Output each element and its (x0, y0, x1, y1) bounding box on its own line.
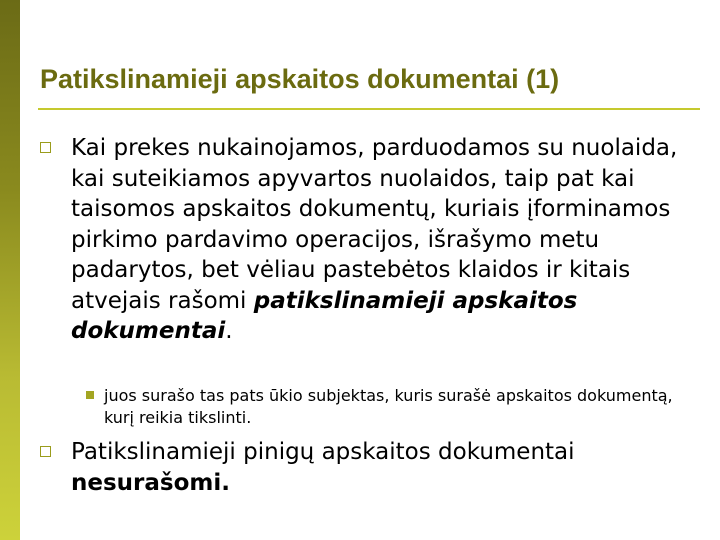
bullet-text-1 (71, 133, 700, 347)
bullet-text-2-emphasis: nesurašomi. (71, 469, 230, 496)
bullet-text-2 (71, 437, 700, 498)
square-bullet-icon (40, 446, 51, 457)
bullet-item-2 (40, 437, 700, 498)
slide-title: Patikslinamieji apskaitos dokumentai (1) (40, 64, 560, 94)
sub-bullet-text-1: juos surašo tas pats ūkio subjektas, kuris surašė apskaitos dokumentą, kurį reikia tikslinti. (104, 386, 673, 427)
bullet-text-1-end: . (225, 318, 233, 344)
bullet-text-1-body: Kai prekes nukainojamos, parduodamos su nuolaida, kai suteikiamos apyvartos nuolaidos, taip pat kai taisomos apskaitos dokumentų, kuriais įforminamos pirkimo pardavimo operacijos, išrašymo metu padarytos, bet vėliau pastebėtos klaidos ir kitais atvejais rašomi (71, 135, 678, 314)
sub-bullet-item-1 (86, 385, 706, 429)
bullet-item-1 (40, 133, 700, 347)
decorative-side-bar (0, 0, 20, 540)
bullet-text-1-emphasis: patikslinamieji apskaitos dokumentai (71, 287, 578, 344)
bullet-text-2-body: Patikslinamieji pinigų apskaitos dokumentai (71, 439, 575, 465)
square-bullet-icon (40, 142, 51, 153)
title-underline (38, 108, 700, 110)
filled-square-bullet-icon (86, 391, 94, 399)
